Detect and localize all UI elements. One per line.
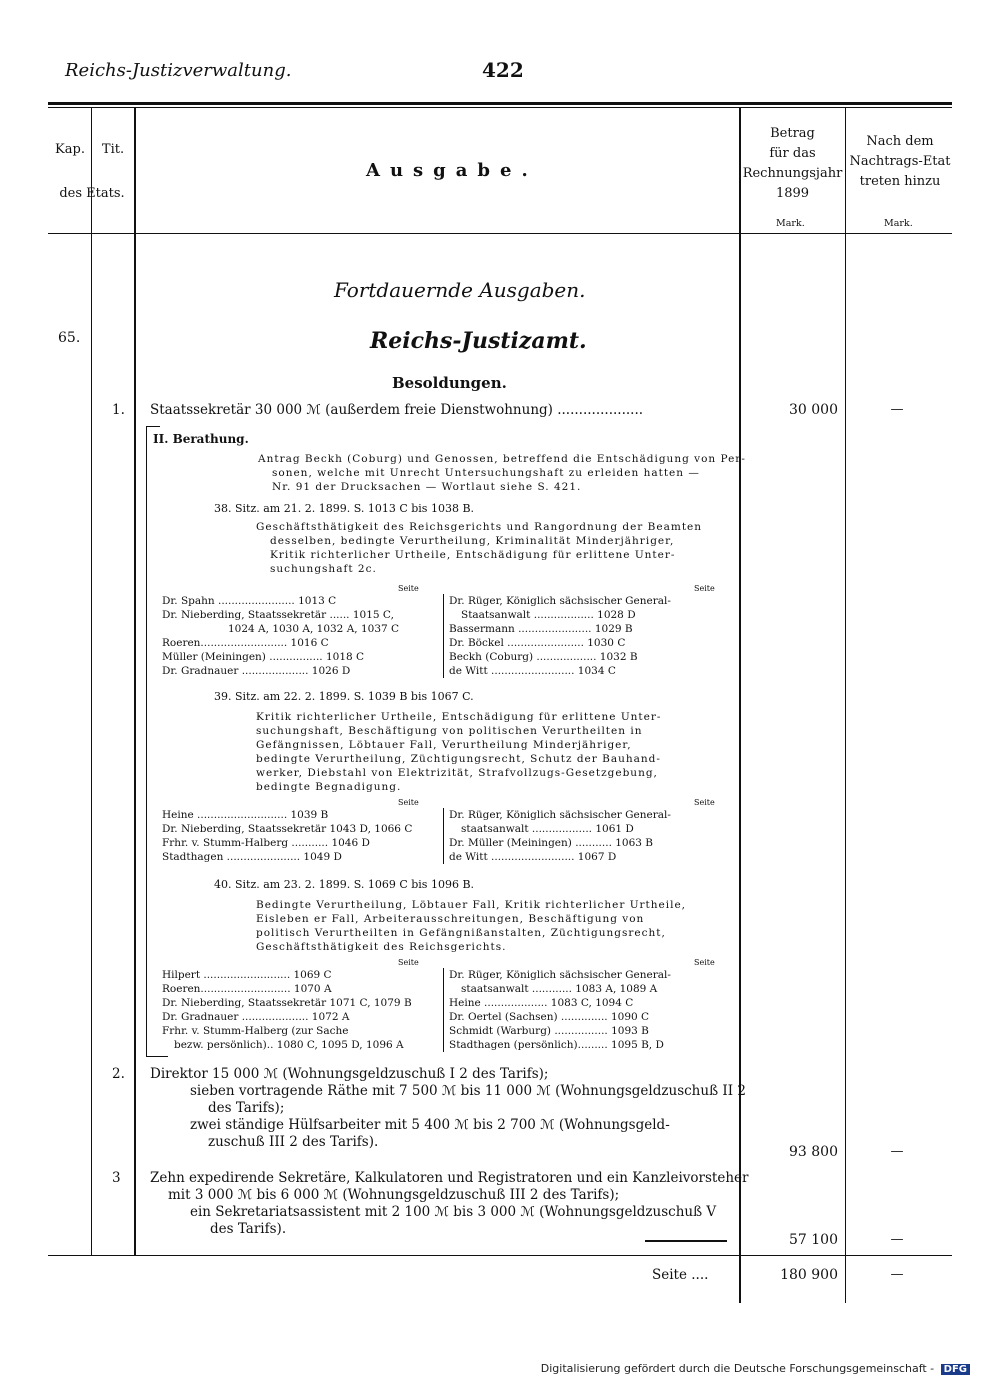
top-rule-thin	[48, 107, 952, 108]
nach-line: Nach dem	[866, 134, 934, 149]
speaker-entry: bezw. persönlich).. 1080 C, 1095 D, 1096 A	[174, 1039, 404, 1051]
desc-line: Kritik richterlicher Urtheile, Entschädigung für erlittene Unter-	[270, 549, 676, 561]
nach-line: Nachtrags-Etat	[849, 154, 951, 169]
speaker-entry: Dr. Spahn ....................... 1013 C	[162, 595, 337, 607]
desc-line: Gefängnissen, Löbtauer Fall, Verurtheilung Minderjähriger,	[256, 739, 632, 751]
desc-line: Geschäftsthätigkeit des Reichsgerichts.	[256, 941, 507, 953]
speaker-entry: Dr. Nieberding, Staatssekretär ...... 1015 C,	[162, 609, 394, 621]
page-number: 422	[482, 58, 524, 82]
speaker-entry: Frhr. v. Stumm-Halberg (zur Sache	[162, 1025, 349, 1037]
seite-label: Seite	[694, 584, 715, 593]
speaker-entry: Heine ................... 1083 C, 1094 C	[449, 997, 634, 1009]
speaker-entry: Stadthagen (persönlich)......... 1095 B, D	[449, 1039, 664, 1051]
speaker-divider	[443, 808, 444, 864]
column-divider-kap	[91, 108, 92, 1255]
speaker-entry: Dr. Rüger, Königlich sächsischer General-	[449, 969, 671, 981]
digitization-note	[541, 1362, 970, 1375]
session-head: 38. Sitz. am 21. 2. 1899. S. 1013 C bis 1038 B.	[214, 502, 475, 515]
item-nach: —	[890, 1144, 904, 1159]
total-amount: 180 900	[780, 1267, 838, 1283]
dfg-logo: DFG	[941, 1364, 970, 1375]
seite-label: Seite	[398, 584, 419, 593]
col-ausgabe: Ausgabe.	[366, 160, 538, 181]
speaker-entry: Dr. Müller (Meiningen) ........... 1063 B	[449, 837, 654, 849]
item-text	[150, 1170, 748, 1238]
speaker-list-right	[449, 968, 671, 1052]
col-kap: Kap.	[55, 142, 85, 157]
speaker-entry: Dr. Oertel (Sachsen) .............. 1090 C	[449, 1011, 650, 1023]
speaker-entry: Dr. Gradnauer .................... 1072 A	[162, 1011, 350, 1023]
nach-unit: Mark.	[884, 218, 913, 229]
office-title: Reichs-Justizamt.	[370, 328, 587, 354]
speaker-entry: Roeren.......................... 1016 C	[162, 637, 329, 649]
speaker-divider	[443, 968, 444, 1052]
desc-line: Kritik richterlicher Urtheile, Entschädigung für erlittene Unter-	[256, 711, 662, 723]
betrag-unit: Mark.	[776, 218, 805, 229]
item-nach: —	[890, 1232, 904, 1247]
speaker-entry: Staatsanwalt .................. 1028 D	[461, 609, 636, 621]
kapitel-number: 65.	[58, 330, 81, 346]
desc-line: bedingte Verurtheilung, Züchtigungsrecht, Schutz der Bauhand-	[256, 753, 661, 765]
item-amount: 57 100	[789, 1232, 838, 1248]
desc-line: politisch Verurtheilten in Gefängnißanstalten, Züchtigungsrecht,	[256, 927, 666, 939]
desc-line: werker, Diebstahl von Elektrizität, Strafvollzugs-Gesetzgebung,	[256, 767, 658, 779]
subsection-title: Besoldungen.	[392, 374, 507, 392]
speaker-list-left	[162, 968, 412, 1052]
speaker-entry: Dr. Nieberding, Staatssekretär 1043 D, 1066 C	[162, 823, 413, 835]
titel-number: 1.	[112, 402, 125, 418]
session-desc	[256, 898, 686, 954]
desc-line: Bedingte Verurtheilung, Löbtauer Fall, Kritik richterlicher Urtheile,	[256, 899, 687, 911]
speaker-divider	[443, 594, 444, 678]
speaker-entry: Dr. Nieberding, Staatssekretär 1071 C, 1079 B	[162, 997, 412, 1009]
speaker-entry: Roeren........................... 1070 A	[162, 983, 332, 995]
speaker-entry: Hilpert .......................... 1069 C	[162, 969, 332, 981]
speaker-entry: Schmidt (Warburg) ................ 1093 B	[449, 1025, 649, 1037]
debate-box-bottom	[146, 1056, 168, 1057]
intro-line: sonen, welche mit Unrecht Untersuchungshaft zu erleiden hatten —	[272, 467, 700, 479]
total-nach: —	[890, 1267, 904, 1282]
item-line: zwei ständige Hülfsarbeiter mit 5 400 ℳ bis 2 700 ℳ (Wohnungsgeld-	[190, 1117, 670, 1133]
column-divider-tit	[134, 108, 136, 1255]
speaker-list-right	[449, 808, 671, 864]
speaker-entry: staatsanwalt ............ 1083 A, 1089 A	[461, 983, 658, 995]
debate-title: II. Berathung.	[153, 432, 249, 446]
item-text	[150, 1066, 746, 1151]
speaker-entry: Müller (Meiningen) ................ 1018 C	[162, 651, 365, 663]
seite-label: Seite	[694, 798, 715, 807]
speaker-entry: staatsanwalt .................. 1061 D	[461, 823, 634, 835]
betrag-line: Rechnungsjahr	[742, 166, 843, 181]
desc-line: Eisleben er Fall, Arbeiterausschreitungen, Beschäftigung von	[256, 913, 645, 925]
bottom-rule	[48, 1255, 952, 1256]
debate-box-top	[146, 426, 160, 427]
speaker-list-left	[162, 594, 399, 678]
intro-line: Antrag Beckh (Coburg) und Genossen, betreffend die Entschädigung von Per-	[258, 453, 746, 465]
item-line: sieben vortragende Räthe mit 7 500 ℳ bis 11 000 ℳ (Wohnungsgeldzuschuß II 2	[190, 1083, 746, 1099]
footer-text: Digitalisierung gefördert durch die Deutsche Forschungsgemeinschaft -	[540, 1362, 935, 1375]
column-divider-nach	[845, 108, 846, 1303]
desc-line: bedingte Begnadigung.	[256, 781, 402, 793]
header-bottom-rule	[48, 233, 952, 234]
desc-line: suchungshaft 2c.	[270, 563, 377, 575]
col-betrag	[740, 124, 845, 204]
session-desc	[256, 520, 702, 576]
item-line: mit 3 000 ℳ bis 6 000 ℳ (Wohnungsgeldzuschuß III 2 des Tarifs);	[168, 1187, 620, 1203]
desc-line: suchungshaft, Beschäftigung von politischen Verurtheilten in	[256, 725, 643, 737]
speaker-entry: Frhr. v. Stumm-Halberg ........... 1046 D	[162, 837, 370, 849]
session-desc	[256, 710, 661, 794]
item-amount: 93 800	[789, 1144, 838, 1160]
speaker-entry: Dr. Rüger, Königlich sächsischer General-	[449, 595, 671, 607]
item-nach: —	[890, 402, 904, 417]
item-line: Direktor 15 000 ℳ (Wohnungsgeldzuschuß I 2 des Tarifs);	[150, 1066, 549, 1082]
intro-line: Nr. 91 der Drucksachen — Wortlaut siehe S. 421.	[272, 481, 582, 493]
total-label: Seite ....	[652, 1267, 709, 1283]
item-text: Staatssekretär 30 000 ℳ (außerdem freie Dienstwohnung) ....................	[150, 402, 644, 418]
speaker-entry: Dr. Böckel ....................... 1030 C	[449, 637, 626, 649]
betrag-year: 1899	[775, 186, 810, 201]
session-head: 40. Sitz. am 23. 2. 1899. S. 1069 C bis 1096 B.	[214, 878, 475, 891]
speaker-list-right	[449, 594, 671, 678]
session-head: 39. Sitz. am 22. 2. 1899. S. 1039 B bis 1067 C.	[214, 690, 474, 703]
item-line: des Tarifs);	[208, 1100, 285, 1116]
seite-label: Seite	[398, 958, 419, 967]
col-nach	[846, 132, 954, 192]
speaker-list-left	[162, 808, 412, 864]
item-line: des Tarifs).	[210, 1221, 287, 1237]
speaker-entry: Beckh (Coburg) .................. 1032 B	[449, 651, 638, 663]
titel-number: 2.	[112, 1066, 125, 1082]
nach-line: treten hinzu	[859, 174, 941, 189]
running-head: Reichs-Justizverwaltung.	[65, 60, 292, 81]
titel-number: 3	[112, 1170, 121, 1186]
item-line: Zehn expedirende Sekretäre, Kalkulatoren und Registratoren und ein Kanzleivorsteher	[150, 1170, 749, 1186]
speaker-entry: Bassermann ...................... 1029 B	[449, 623, 633, 635]
speaker-entry: de Witt ......................... 1067 D	[449, 851, 617, 863]
betrag-line: für das	[769, 146, 816, 161]
item-line: ein Sekretariatsassistent mit 2 100 ℳ bis 3 000 ℳ (Wohnungsgeldzuschuß V	[190, 1204, 717, 1220]
debate-intro	[258, 452, 746, 494]
top-rule	[48, 102, 952, 105]
item-line: zuschuß III 2 des Tarifs).	[208, 1134, 379, 1150]
speaker-entry: Dr. Rüger, Königlich sächsischer General-	[449, 809, 671, 821]
speaker-entry: Dr. Gradnauer .................... 1026 D	[162, 665, 351, 677]
speaker-entry: Heine ........................... 1039 B	[162, 809, 329, 821]
sum-rule	[645, 1240, 727, 1242]
section-title: Fortdauernde Ausgaben.	[334, 278, 586, 302]
betrag-line: Betrag	[770, 126, 815, 141]
seite-label: Seite	[398, 798, 419, 807]
seite-label: Seite	[694, 958, 715, 967]
col-des-etats: des Etats.	[59, 186, 125, 201]
item-amount: 30 000	[789, 402, 838, 418]
speaker-entry: de Witt ......................... 1034 C	[449, 665, 616, 677]
desc-line: Geschäftsthätigkeit des Reichsgerichts und Rangordnung der Beamten	[256, 521, 703, 533]
col-tit: Tit.	[101, 142, 125, 157]
desc-line: desselben, bedingte Verurtheilung, Kriminalität Minderjähriger,	[270, 535, 675, 547]
speaker-entry: 1024 A, 1030 A, 1032 A, 1037 C	[228, 623, 400, 635]
speaker-entry: Stadthagen ...................... 1049 D	[162, 851, 342, 863]
